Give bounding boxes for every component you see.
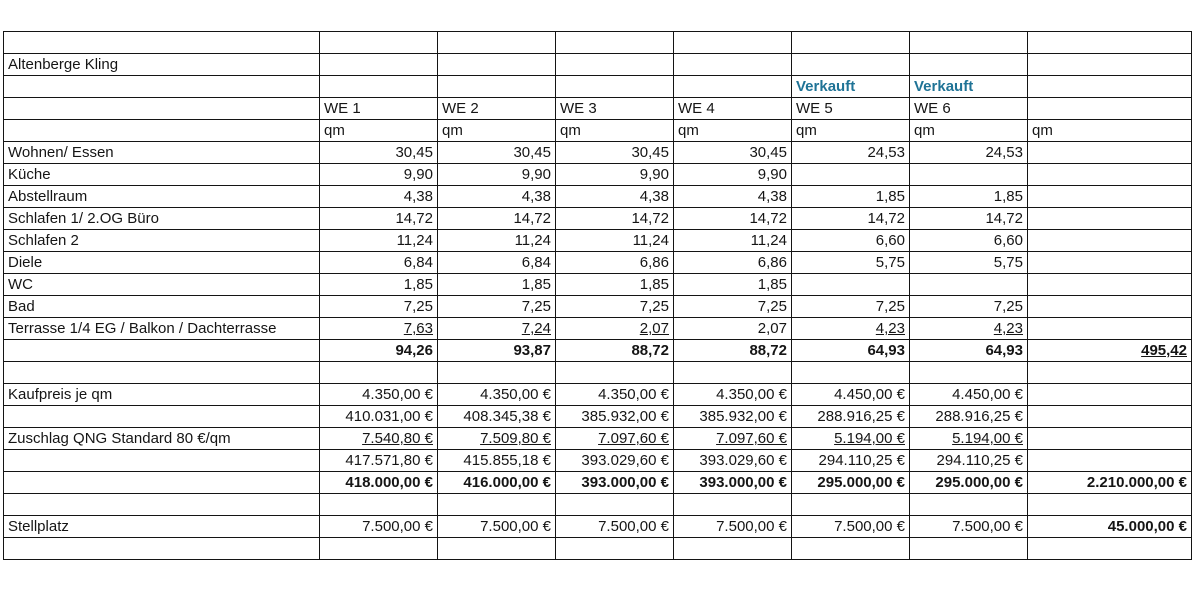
cell	[792, 362, 910, 384]
empty-row	[4, 362, 1192, 384]
cell	[1028, 252, 1192, 274]
value-cell: 4.450,00 €	[910, 384, 1028, 406]
value-cell: 7.500,00 €	[556, 516, 674, 538]
value-cell: 24,53	[910, 142, 1028, 164]
value-cell: 7,24	[438, 318, 556, 340]
cell	[1028, 98, 1192, 120]
cell	[1028, 76, 1192, 98]
cell	[320, 32, 438, 54]
cell	[1028, 406, 1192, 428]
value-cell: 4,38	[674, 186, 792, 208]
unit-label: qm	[910, 120, 1028, 142]
cell	[4, 98, 320, 120]
cell	[1028, 384, 1192, 406]
unit-label: qm	[438, 120, 556, 142]
value-cell: 1,85	[556, 274, 674, 296]
cell	[674, 76, 792, 98]
total-cell: 295.000,00 €	[910, 472, 1028, 494]
value-cell: 7,25	[438, 296, 556, 318]
table-row	[4, 318, 1192, 340]
total-cell: 88,72	[556, 340, 674, 362]
value-cell: 4.450,00 €	[792, 384, 910, 406]
price-total-row	[4, 472, 1192, 494]
value-cell: 7.500,00 €	[438, 516, 556, 538]
value-cell: 4,38	[556, 186, 674, 208]
cell	[4, 406, 320, 428]
cell	[792, 54, 910, 76]
cell	[4, 362, 320, 384]
value-cell: 1,85	[674, 274, 792, 296]
value-cell	[910, 164, 1028, 186]
cell	[674, 494, 792, 516]
unit-label: qm	[674, 120, 792, 142]
value-cell: 6,86	[674, 252, 792, 274]
total-cell: 295.000,00 €	[792, 472, 910, 494]
table-row	[4, 296, 1192, 318]
cell	[4, 472, 320, 494]
table-row	[4, 208, 1192, 230]
cell	[674, 362, 792, 384]
value-cell: 30,45	[438, 142, 556, 164]
value-cell: 417.571,80 €	[320, 450, 438, 472]
total-cell: 64,93	[792, 340, 910, 362]
cell	[4, 32, 320, 54]
table-row	[4, 186, 1192, 208]
value-cell: 14,72	[320, 208, 438, 230]
value-cell: 1,85	[438, 274, 556, 296]
grand-total-area: 495,42	[1028, 340, 1192, 362]
cell	[792, 494, 910, 516]
table-row	[4, 142, 1192, 164]
row-label: Küche	[4, 164, 320, 186]
total-cell: 88,72	[674, 340, 792, 362]
spreadsheet	[3, 31, 1192, 560]
value-cell: 7.509,80 €	[438, 428, 556, 450]
value-cell: 4.350,00 €	[674, 384, 792, 406]
column-header-row	[4, 98, 1192, 120]
total-cell: 416.000,00 €	[438, 472, 556, 494]
cell	[438, 76, 556, 98]
value-cell	[910, 274, 1028, 296]
cell	[320, 54, 438, 76]
table-row	[4, 384, 1192, 406]
cell	[4, 538, 320, 560]
total-cell: 393.000,00 €	[674, 472, 792, 494]
cell	[438, 494, 556, 516]
grand-total-price: 2.210.000,00 €	[1028, 472, 1192, 494]
cell	[320, 538, 438, 560]
value-cell: 14,72	[792, 208, 910, 230]
value-cell: 30,45	[320, 142, 438, 164]
cell	[438, 54, 556, 76]
value-cell: 1,85	[910, 186, 1028, 208]
total-cell: 64,93	[910, 340, 1028, 362]
value-cell: 5.194,00 €	[792, 428, 910, 450]
cell	[1028, 274, 1192, 296]
sold-row	[4, 76, 1192, 98]
sold-badge-we5: Verkauft	[792, 76, 910, 98]
value-cell: 30,45	[556, 142, 674, 164]
cell	[1028, 450, 1192, 472]
value-cell: 7.500,00 €	[792, 516, 910, 538]
unit-label: qm	[320, 120, 438, 142]
col-header-we1: WE 1	[320, 98, 438, 120]
value-cell: 408.345,38 €	[438, 406, 556, 428]
cell	[674, 32, 792, 54]
value-cell: 7,25	[792, 296, 910, 318]
value-cell: 14,72	[556, 208, 674, 230]
value-cell: 7.500,00 €	[320, 516, 438, 538]
cell	[438, 362, 556, 384]
cell	[792, 538, 910, 560]
unit-label: qm	[792, 120, 910, 142]
row-label: Abstellraum	[4, 186, 320, 208]
row-label: Kaufpreis je qm	[4, 384, 320, 406]
value-cell: 9,90	[556, 164, 674, 186]
table-row	[4, 428, 1192, 450]
value-cell: 393.029,60 €	[674, 450, 792, 472]
value-cell: 4.350,00 €	[320, 384, 438, 406]
table-row	[4, 274, 1192, 296]
value-cell: 5.194,00 €	[910, 428, 1028, 450]
value-cell: 5,75	[910, 252, 1028, 274]
value-cell: 415.855,18 €	[438, 450, 556, 472]
value-cell: 11,24	[674, 230, 792, 252]
cell	[4, 494, 320, 516]
value-cell: 14,72	[674, 208, 792, 230]
value-cell: 4,38	[438, 186, 556, 208]
value-cell: 385.932,00 €	[674, 406, 792, 428]
area-total-row	[4, 340, 1192, 362]
value-cell: 9,90	[438, 164, 556, 186]
cell	[4, 340, 320, 362]
cell	[556, 362, 674, 384]
col-header-we6: WE 6	[910, 98, 1028, 120]
row-label: Diele	[4, 252, 320, 274]
col-header-we2: WE 2	[438, 98, 556, 120]
value-cell: 6,60	[792, 230, 910, 252]
value-cell: 7,25	[910, 296, 1028, 318]
empty-row	[4, 494, 1192, 516]
empty-row	[4, 538, 1192, 560]
row-label: Zuschlag QNG Standard 80 €/qm	[4, 428, 320, 450]
cell	[556, 538, 674, 560]
empty-row	[4, 32, 1192, 54]
cell	[4, 76, 320, 98]
value-cell: 385.932,00 €	[556, 406, 674, 428]
table-row	[4, 164, 1192, 186]
cell	[320, 76, 438, 98]
cell	[1028, 32, 1192, 54]
col-header-we4: WE 4	[674, 98, 792, 120]
row-label: Schlafen 2	[4, 230, 320, 252]
value-cell: 4.350,00 €	[556, 384, 674, 406]
cell	[1028, 296, 1192, 318]
cell	[910, 54, 1028, 76]
value-cell: 24,53	[792, 142, 910, 164]
value-cell: 6,84	[320, 252, 438, 274]
cell	[1028, 164, 1192, 186]
value-cell: 4,23	[792, 318, 910, 340]
cell	[1028, 538, 1192, 560]
unit-label: qm	[556, 120, 674, 142]
value-cell: 6,84	[438, 252, 556, 274]
row-label: Bad	[4, 296, 320, 318]
total-cell: 393.000,00 €	[556, 472, 674, 494]
sold-badge-we6: Verkauft	[910, 76, 1028, 98]
row-label: Schlafen 1/ 2.OG Büro	[4, 208, 320, 230]
value-cell: 1,85	[320, 274, 438, 296]
total-cell: 418.000,00 €	[320, 472, 438, 494]
total-cell: 93,87	[438, 340, 556, 362]
value-cell: 294.110,25 €	[792, 450, 910, 472]
value-cell: 14,72	[910, 208, 1028, 230]
value-cell: 393.029,60 €	[556, 450, 674, 472]
value-cell: 7.500,00 €	[674, 516, 792, 538]
col-header-we5: WE 5	[792, 98, 910, 120]
cell	[1028, 494, 1192, 516]
value-cell: 4,23	[910, 318, 1028, 340]
value-cell: 7,63	[320, 318, 438, 340]
value-cell: 7,25	[320, 296, 438, 318]
value-cell: 4,38	[320, 186, 438, 208]
value-cell: 4.350,00 €	[438, 384, 556, 406]
value-cell: 11,24	[438, 230, 556, 252]
cell	[556, 76, 674, 98]
total-cell: 94,26	[320, 340, 438, 362]
value-cell: 6,86	[556, 252, 674, 274]
title-row	[4, 54, 1192, 76]
row-label: WC	[4, 274, 320, 296]
value-cell: 30,45	[674, 142, 792, 164]
value-cell: 14,72	[438, 208, 556, 230]
value-cell: 7.500,00 €	[910, 516, 1028, 538]
value-cell: 7,25	[674, 296, 792, 318]
cell	[320, 494, 438, 516]
value-cell: 6,60	[910, 230, 1028, 252]
unit-row	[4, 120, 1192, 142]
row-label: Terrasse 1/4 EG / Balkon / Dachterrasse	[4, 318, 320, 340]
value-cell: 288.916,25 €	[792, 406, 910, 428]
cell	[1028, 230, 1192, 252]
value-cell: 2,07	[556, 318, 674, 340]
value-cell: 7.097,60 €	[674, 428, 792, 450]
value-cell	[792, 274, 910, 296]
value-cell: 11,24	[320, 230, 438, 252]
value-cell: 7,25	[556, 296, 674, 318]
cell	[4, 450, 320, 472]
cell	[556, 54, 674, 76]
value-cell: 2,07	[674, 318, 792, 340]
price-table	[3, 31, 1192, 560]
value-cell: 288.916,25 €	[910, 406, 1028, 428]
table-row	[4, 252, 1192, 274]
col-header-we3: WE 3	[556, 98, 674, 120]
cell	[674, 54, 792, 76]
value-cell: 294.110,25 €	[910, 450, 1028, 472]
stellplatz-row	[4, 516, 1192, 538]
cell	[910, 494, 1028, 516]
value-cell: 7.097,60 €	[556, 428, 674, 450]
cell	[556, 32, 674, 54]
unit-label: qm	[1028, 120, 1192, 142]
cell	[4, 120, 320, 142]
value-cell: 1,85	[792, 186, 910, 208]
cell	[1028, 54, 1192, 76]
cell	[1028, 142, 1192, 164]
cell	[438, 32, 556, 54]
cell	[1028, 208, 1192, 230]
cell	[320, 362, 438, 384]
row-label: Stellplatz	[4, 516, 320, 538]
sheet-title: Altenberge Kling	[4, 54, 320, 76]
table-row	[4, 230, 1192, 252]
grand-total-stellplatz: 45.000,00 €	[1028, 516, 1192, 538]
value-cell: 410.031,00 €	[320, 406, 438, 428]
table-row	[4, 406, 1192, 428]
cell	[910, 32, 1028, 54]
cell	[556, 494, 674, 516]
value-cell	[792, 164, 910, 186]
value-cell: 11,24	[556, 230, 674, 252]
cell	[1028, 362, 1192, 384]
cell	[1028, 318, 1192, 340]
cell	[910, 538, 1028, 560]
cell	[674, 538, 792, 560]
value-cell: 9,90	[320, 164, 438, 186]
value-cell: 7.540,80 €	[320, 428, 438, 450]
cell	[438, 538, 556, 560]
cell	[792, 32, 910, 54]
value-cell: 9,90	[674, 164, 792, 186]
table-row	[4, 450, 1192, 472]
value-cell: 5,75	[792, 252, 910, 274]
cell	[910, 362, 1028, 384]
cell	[1028, 186, 1192, 208]
row-label: Wohnen/ Essen	[4, 142, 320, 164]
cell	[1028, 428, 1192, 450]
